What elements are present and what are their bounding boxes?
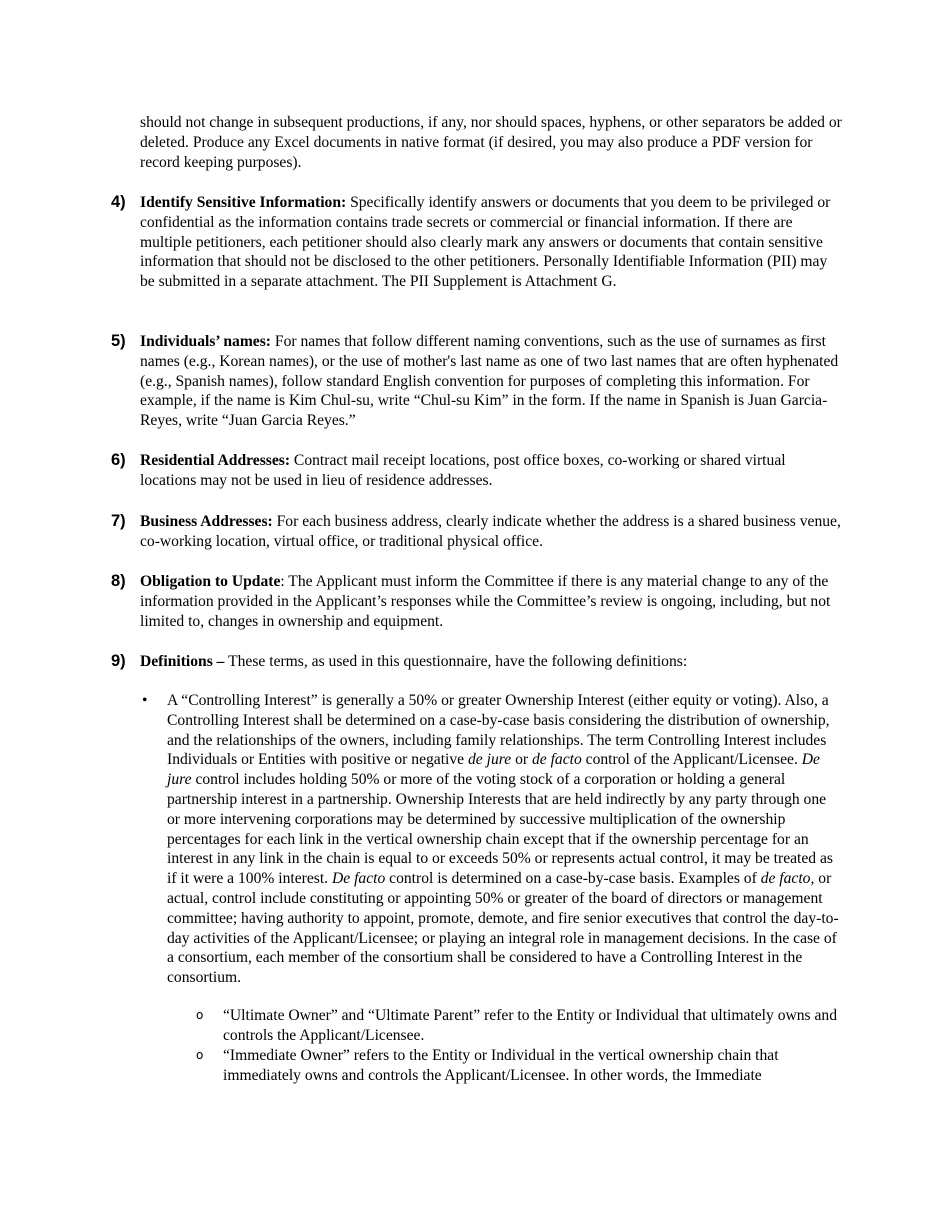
definition-italic-term: de facto xyxy=(760,870,811,888)
definition-immediate-owner xyxy=(196,1046,843,1086)
item-text xyxy=(140,652,845,672)
item-body: For names that follow different naming conventions, such as the use of surnames as first names (e.g., Korean names), or the use of mother's last name as one of two last names that are often hyphenated (e.g., Spanish names), follow standard English convention for purposes of completing this information. For example, if the name is Kim Chul-su, write “Chul-su Kim” in the form. If the name in Spanish is Juan Garcia-Reyes, write “Juan Garcia Reyes.” xyxy=(140,333,839,430)
item-title: Obligation to Update xyxy=(140,573,281,590)
bullet-mark: • xyxy=(142,692,148,709)
definition-text-run: control includes holding 50% or more of the voting stock of a corporation or holding a general partnership interest in a partnership. Ownership Interests that are held indirectly by any party through one or more intervening corporations may be determined by successive multiplication of the ownership percentages for each link in the vertical ownership chain except that if the ownership percentage for an interest in any link in the chain is equal to or exceeds 50% or represents actual control, it may be treated as if it were a 100% interest. xyxy=(167,771,833,888)
item-number: 8) xyxy=(111,572,126,590)
definition-italic-term: de jure xyxy=(468,751,512,769)
definition-text-run: , or actual, control include constituting or appointing 50% or greater of the board of directors or management committee; having authority to appoint, promote, demote, and fire senior executives that control the day-to-day activities of the Applicant/Licensee; or playing an integral role in management decisions. In the case of a consortium, each member of the consortium shall be considered to have a Controlling Interest in the consortium. xyxy=(167,870,839,987)
item-body: For each business address, clearly indicate whether the address is a shared business venue, co-working location, virtual office, or traditional physical office. xyxy=(140,513,841,550)
definition-italic-term: De facto xyxy=(331,870,386,888)
item-text xyxy=(140,332,845,431)
item-body: : The Applicant must inform the Committee if there is any material change to any of the information provided in the Applicant’s responses while the Committee’s review is ongoing, including, but not limited to, changes in ownership and equipment. xyxy=(140,573,831,630)
sub-bullet-text: “Ultimate Owner” and “Ultimate Parent” refer to the Entity or Individual that ultimately owns and controls the Applicant/Licensee. xyxy=(223,1007,838,1044)
definition-text-run: control is determined on a case-by-case basis. Examples of xyxy=(385,870,761,888)
item-title: Definitions – xyxy=(140,653,225,670)
item-text xyxy=(140,572,845,631)
definition-ultimate-owner xyxy=(196,1006,843,1046)
sub-bullet-mark: o xyxy=(196,1008,204,1022)
item-title: Individuals’ names: xyxy=(140,333,271,350)
item-number: 7) xyxy=(111,512,126,530)
item-body: Contract mail receipt locations, post office boxes, co-working or shared virtual locations may not be used in lieu of residence addresses. xyxy=(140,452,786,489)
item-body: These terms, as used in this questionnaire, have the following definitions: xyxy=(224,653,688,670)
item-sensitive-information xyxy=(111,193,845,292)
item-obligation-to-update xyxy=(111,572,845,631)
intro-paragraph: should not change in subsequent productions, if any, nor should spaces, hyphens, or other separators be added or deleted. Produce any Excel documents in native format (if desired, you may also produce a PDF version for record keeping purposes). xyxy=(140,114,842,171)
item-number: 6) xyxy=(111,451,126,469)
item-title: Identify Sensitive Information: xyxy=(140,194,347,211)
definition-italic-term: De jure xyxy=(167,751,820,789)
definition-text-run: control of the Applicant/Licensee. xyxy=(581,751,802,769)
definition-text-run: A “Controlling Interest” is generally a 50% or greater Ownership Interest (either equity or voting). Also, a Controlling Interest shall be determined on a case-by-case basis considering the distribution of ownership, and the relationships of the owners, including family relationships. The term Controlling Interest includes Individuals or Entities with positive or negative xyxy=(167,692,830,769)
item-title: Residential Addresses: xyxy=(140,452,291,469)
item-body: Specifically identify answers or documents that you deem to be privileged or confidential as the information contains trade secrets or commercial or financial information. If there are multiple petitioners, each petitioner should also clearly mark any answers or documents that contain sensitive information that should not be disclosed to the other petitioners. Personally Identifiable Information (PII) may be submitted in a separate attachment. The PII Supplement is Attachment G. xyxy=(140,194,831,291)
item-individuals-names xyxy=(111,332,845,431)
item-number: 5) xyxy=(111,332,126,350)
item-number: 9) xyxy=(111,652,126,670)
item-business-addresses xyxy=(111,512,845,552)
item-title: Business Addresses: xyxy=(140,513,273,530)
definition-text-run: or xyxy=(511,751,532,769)
item-text xyxy=(140,512,845,552)
item-text xyxy=(140,451,845,491)
definition-italic-term: de facto xyxy=(531,751,582,769)
item-text xyxy=(140,193,845,292)
sub-bullet-text: “Immediate Owner” refers to the Entity or Individual in the vertical ownership chain that immediately owns and controls the Applicant/Licensee. In other words, the Immediate xyxy=(223,1047,779,1084)
definition-text xyxy=(167,691,842,988)
sub-bullet-mark: o xyxy=(196,1048,204,1062)
item-number: 4) xyxy=(111,193,126,211)
item-residential-addresses xyxy=(111,451,845,491)
definition-controlling-interest xyxy=(142,691,842,988)
item-definitions xyxy=(111,652,845,672)
